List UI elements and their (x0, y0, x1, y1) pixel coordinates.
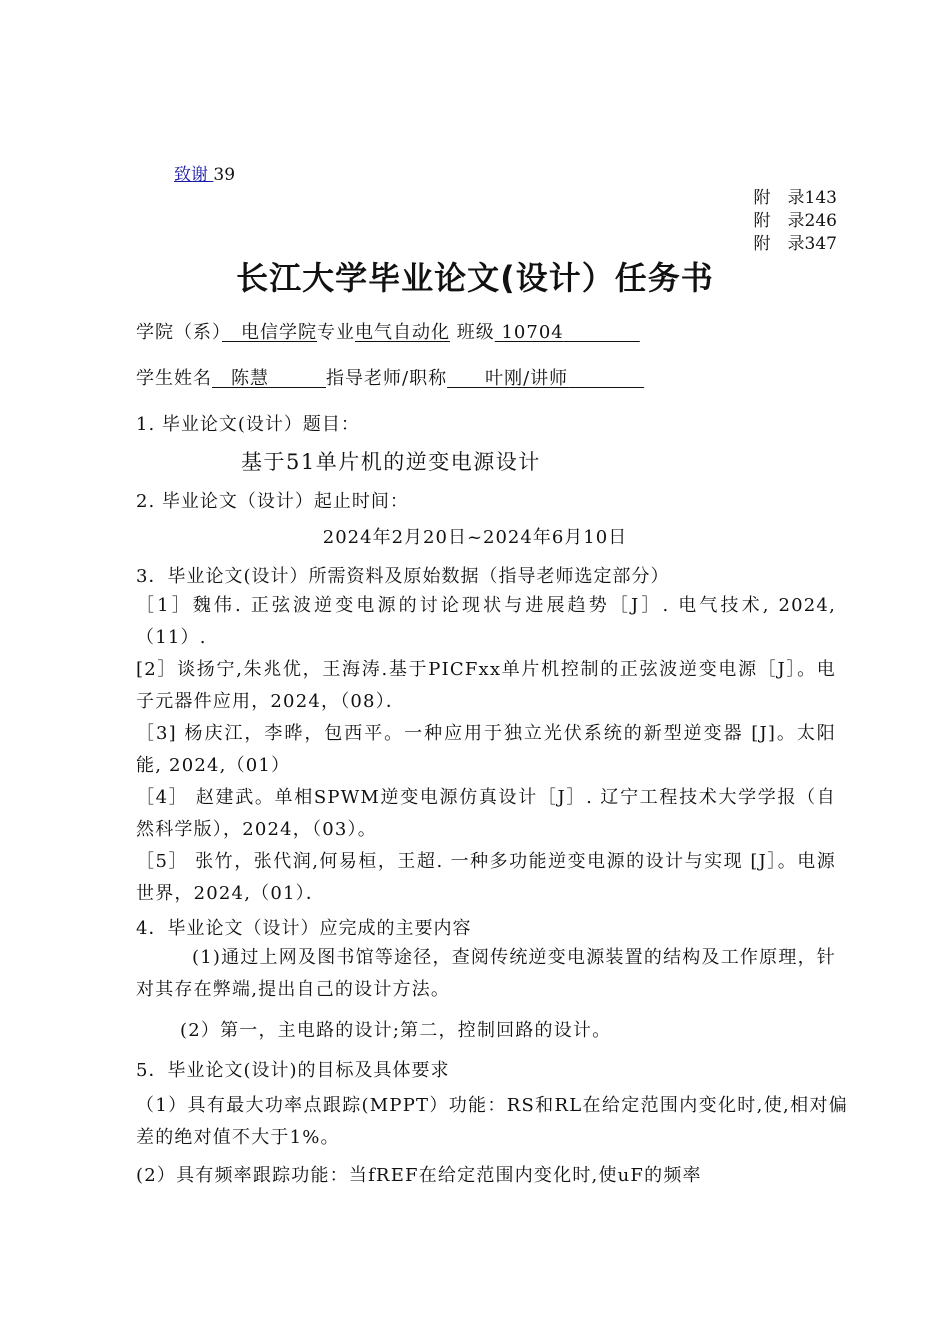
toc-acknowledgement-entry (174, 160, 235, 185)
college-label: 学院（系） (136, 322, 222, 343)
toc-appendix-3: 附 录347 (753, 234, 837, 254)
section-4-heading: 4．毕业论文（设计）应完成的主要内容 (136, 918, 472, 939)
advisor-value: 叶刚/讲师 (485, 368, 569, 389)
section-3-heading: 3．毕业论文(设计）所需资料及原始数据（指导老师选定部分） (136, 566, 670, 587)
reference-item: ［5］ 张竹，张代润,何易桓，王超. 一种多功能逆变电源的设计与实现 [J］。电源世界，2024,（01）． (136, 851, 836, 904)
section-1-heading: 1. 毕业论文(设计）题目： (136, 414, 360, 435)
toc-acknowledgement-link[interactable]: 致谢 (174, 165, 214, 185)
college-major-class-line (136, 318, 640, 344)
toc-appendix-1: 附 录143 (753, 188, 837, 208)
class-label: 班级 (456, 322, 495, 343)
major-value: 电气自动化 (355, 322, 450, 343)
toc-acknowledgement-page: 39 (213, 165, 236, 185)
requirement-item: (2）具有频率跟踪功能：当fREF在给定范围内变化时,使uF的频率 (136, 1165, 702, 1186)
content-item: (2）第一，主电路的设计;第二，控制回路的设计。 (180, 1020, 612, 1041)
college-value: 电信学院 (241, 322, 317, 343)
student-advisor-line (136, 364, 644, 390)
section-2-heading: 2. 毕业论文（设计）起止时间： (136, 491, 409, 512)
document-title: 长江大学毕业论文(设计）任务书 (236, 259, 714, 297)
toc-appendix-2: 附 录246 (753, 211, 837, 231)
class-value: 10704 (501, 322, 564, 343)
reference-item: [2］谈扬宁,朱兆优，王海涛.基于PICFxx单片机控制的正弦波逆变电源［J］。电子元器件应用，2024，（08）． (136, 659, 836, 712)
content-item: (1)通过上网及图书馆等途径，查阅传统逆变电源装置的结构及工作原理，针对其存在弊端,提出自己的设计方法。 (136, 947, 836, 1000)
reference-item: ［4］ 赵建武。单相SPWM逆变电源仿真设计［J］. 辽宁工程技术大学学报（自然科学版），2024，（03）。 (136, 787, 836, 840)
student-label: 学生姓名 (136, 368, 212, 389)
thesis-period: 2024年2月20日~2024年6月10日 (322, 527, 628, 548)
reference-item: ［3] 杨庆江，李晔，包西平。一种应用于独立光伏系统的新型逆变器 [J]。太阳能, 2024,（01） (136, 723, 836, 776)
major-label: 专业 (317, 322, 355, 343)
section-5-heading: 5．毕业论文(设计)的目标及具体要求 (136, 1060, 450, 1081)
advisor-label: 指导老师/职称 (326, 368, 448, 389)
student-value: 陈慧 (231, 368, 269, 389)
reference-item: ［1］魏伟. 正弦波逆变电源的讨论现状与进展趋势［J］. 电气技术, 2024, （11）. (136, 595, 836, 648)
requirement-item: （1）具有最大功率点跟踪(MPPT）功能：RS和RL在给定范围内变化时,使,相对偏差的绝对值不大于1%。 (136, 1095, 848, 1148)
thesis-topic: 基于51单片机的逆变电源设计 (241, 450, 541, 474)
